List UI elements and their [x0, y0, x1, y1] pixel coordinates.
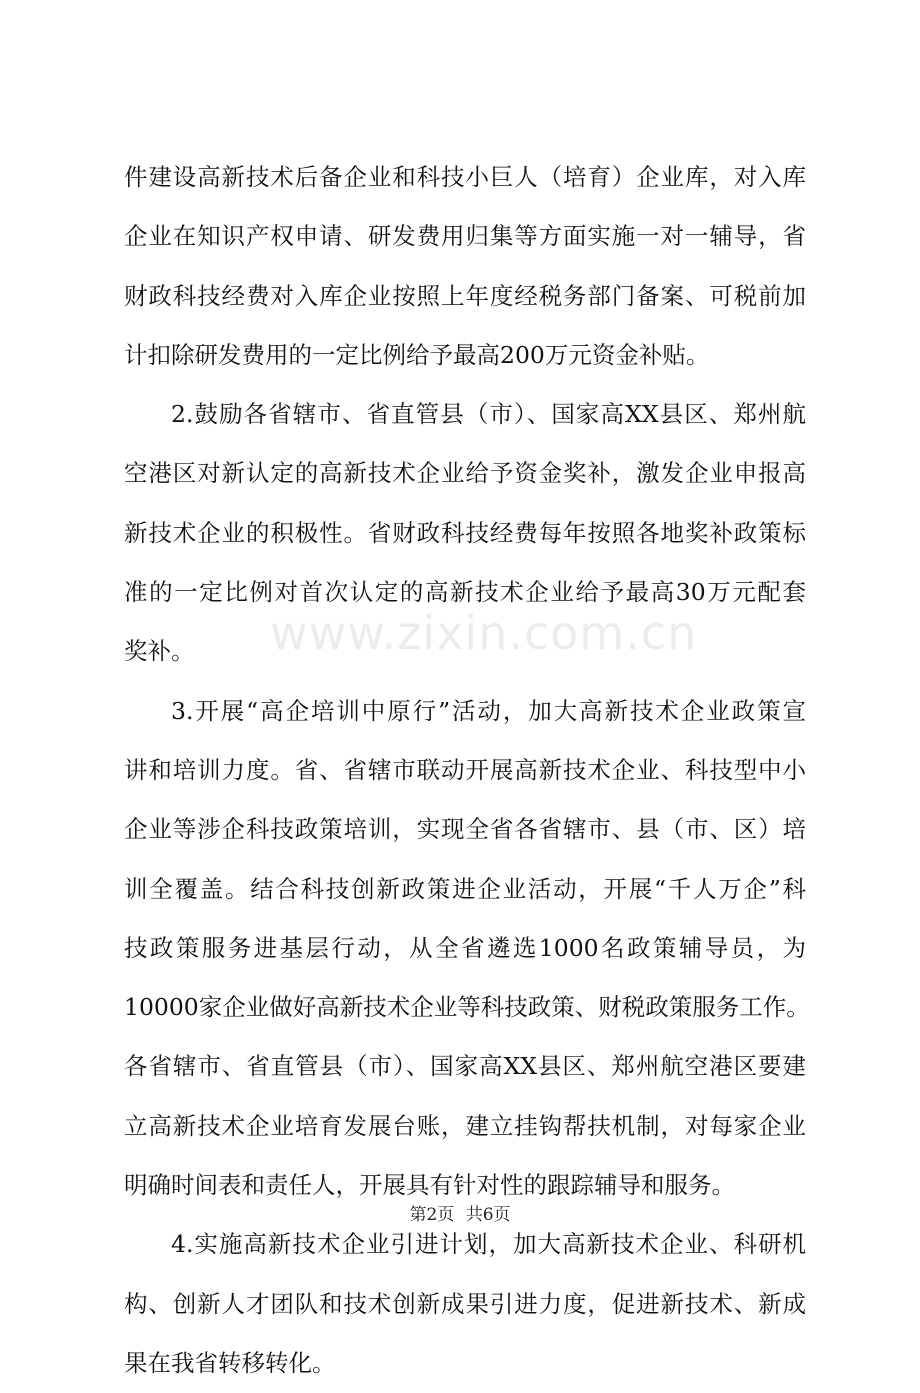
text-line: 讲和培训力度。省、省辖市联动开展高新技术企业、科技型中小 — [124, 755, 806, 784]
text-line: 构、创新人才团队和技术创新成果引进力度，促进新技术、新成 — [124, 1289, 806, 1318]
text-line: 新技术企业的积极性。省财政科技经费每年按照各地奖补政策标 — [124, 518, 806, 547]
text-line: 训全覆盖。结合科技创新政策进企业活动，开展“千人万企”科 — [124, 874, 806, 903]
text-line: 计扣除研发费用的一定比例给予最高200万元资金补贴。 — [124, 340, 710, 369]
text-line: 10000家企业做好高新技术企业等科技政策、财税政策服务工作。 — [124, 993, 810, 1022]
text-line: 件建设高新技术后备企业和科技小巨人（培育）企业库，对入库 — [124, 163, 806, 191]
text-line: 明确时间表和责任人，开展具有针对性的跟踪辅导和服务。 — [124, 1171, 735, 1200]
text-line: 各省辖市、省直管县（市）、国家高XX县区、郑州航空港区要建 — [124, 1052, 806, 1081]
text-line: 奖补。 — [124, 637, 195, 666]
text-line: 企业等涉企科技政策培训，实现全省各省辖市、县（市、区）培 — [124, 815, 806, 844]
text-line: 果在我省转移转化。 — [124, 1348, 336, 1377]
text-line: 立高新技术企业培育发展台账，建立挂钩帮扶机制，对每家企业 — [124, 1111, 806, 1140]
text-line: 空港区对新认定的高新技术企业给予资金奖补，激发企业申报高 — [124, 459, 806, 488]
text-line: 2.鼓励各省辖市、省直管县（市）、国家高XX县区、郑州航 — [171, 400, 806, 429]
text-line: 企业在知识产权申请、研发费用归集等方面实施一对一辅导，省 — [124, 222, 806, 251]
text-line: 3.开展“高企培训中原行”活动，加大高新技术企业政策宣 — [171, 696, 806, 725]
text-line: 准的一定比例对首次认定的高新技术企业给予最高30万元配套 — [124, 578, 806, 607]
text-line: 4.实施高新技术企业引进计划，加大高新技术企业、科研机 — [171, 1230, 806, 1259]
text-line: 财政科技经费对入库企业按照上年度经税务部门备案、可税前加 — [124, 281, 806, 310]
text-line: 技政策服务进基层行动，从全省遴选1000名政策辅导员，为 — [124, 933, 806, 962]
watermark-text: www.zixin.com.cn — [270, 606, 698, 660]
page-number-footer: 第2页 共6页 — [409, 1205, 511, 1225]
